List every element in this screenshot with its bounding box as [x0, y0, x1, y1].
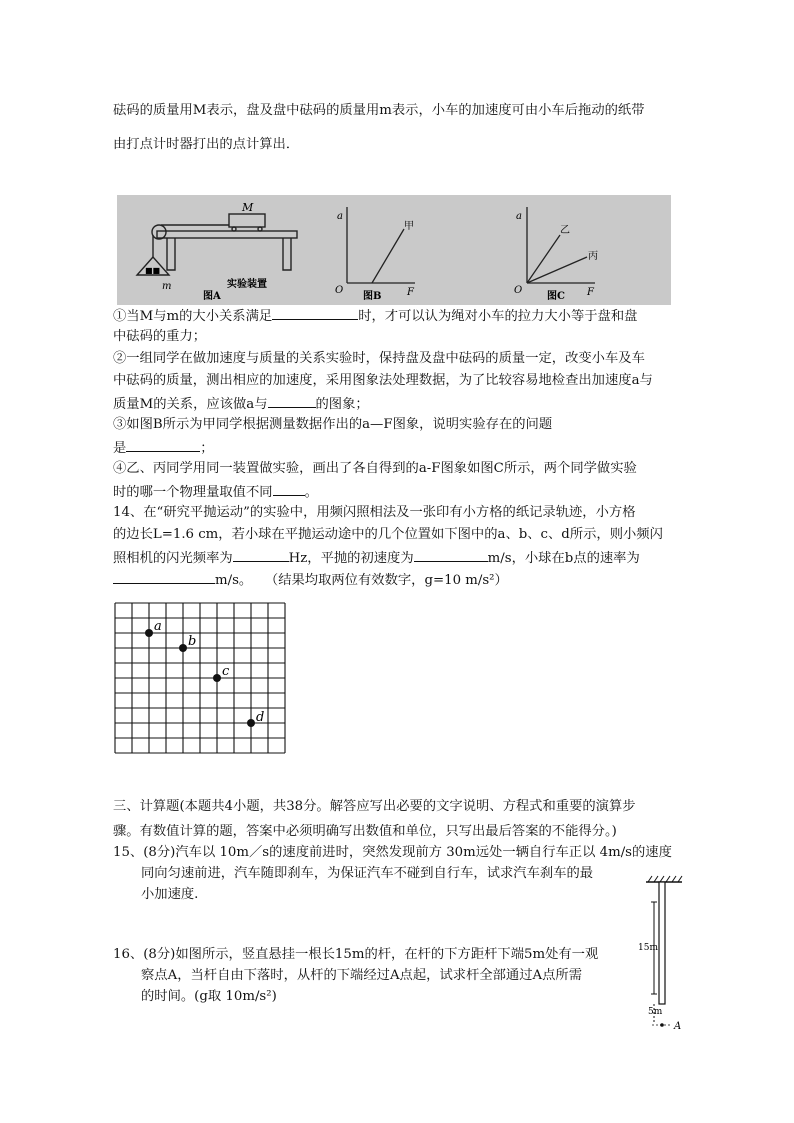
q14-text: Hz，平抛的初速度为	[288, 551, 414, 566]
answer-blank[interactable]	[272, 305, 358, 320]
q14-line-4	[113, 569, 508, 591]
q15-line-2: 同向匀速前进，汽车随即刹车，为保证汽车不碰到自行车，试求汽车刹车的最	[141, 866, 594, 881]
q16-line-2: 察点A，当杆自由下落时，从杆的下端经过A点起，试求杆全部通过A点所需	[141, 968, 583, 983]
q13-item-3: ③如图B所示为甲同学根据测量数据作出的a—F图象，说明实验存在的问题	[113, 417, 553, 432]
q13-text: 时的哪一个物理量取值不同	[113, 485, 273, 500]
intro-line-2: 由打点计时器打出的点计算出．	[113, 137, 300, 152]
label-5m: 5m	[648, 1007, 663, 1017]
apparatus-caption: 实验装置	[227, 279, 267, 290]
q14-line-2: 的边长L=1.6 cm，若小球在平抛运动途中的几个位置如下图中的a、b、c、d所示，则小频闪	[113, 527, 663, 542]
graph-b-label-jia: 甲	[404, 221, 414, 232]
graph-c-axis-a: a	[516, 211, 522, 222]
answer-blank-velocity[interactable]	[414, 547, 488, 562]
answer-blank[interactable]	[273, 481, 305, 496]
q13-item-1	[113, 305, 637, 327]
q15-line-1: 15、(8分)汽车以 10m／s的速度前进时，突然发现前方 30m远处一辆自行车正以 4m/s的速度	[113, 845, 672, 860]
q14-note: （结果均取两位有效数字，g=10 m/s²）	[264, 573, 508, 588]
fig-b-caption: 图B	[363, 291, 382, 302]
graph-c-label-yi: 乙	[560, 225, 570, 236]
fig-a-caption: 图A	[203, 291, 221, 302]
q13-item-3-cont	[113, 437, 214, 459]
answer-blank-speed-b[interactable]	[113, 569, 215, 584]
graph-c-origin: O	[514, 285, 523, 296]
q13-text: ①当M与m的大小关系满足	[113, 309, 273, 324]
q14-text: m/s。	[215, 573, 253, 588]
intro-line-1: 砝码的质量用M表示，盘及盘中砝码的质量用m表示，小车的加速度可由小车后拖动的纸带	[113, 103, 645, 118]
label-m: m	[162, 281, 172, 292]
graph-b-axis-a: a	[337, 211, 343, 222]
q13-text: 是	[113, 441, 127, 456]
q13-item-1-cont: 中砝码的重力；	[113, 329, 207, 344]
label-b: b	[188, 634, 197, 649]
q13-text: 质量M的关系，应该做a与	[113, 397, 268, 412]
point-b	[179, 644, 187, 652]
trajectory-grid	[112, 600, 292, 760]
grid-lines	[115, 603, 285, 753]
q13-text: 时，才可以认为绳对小车的拉力大小等于盘和盘	[358, 309, 638, 324]
q13-item-4: ④乙、丙同学用同一装置做实验，画出了各自得到的a-F图象如图C所示，两个同学做实验	[113, 461, 637, 476]
label-15m: 15m	[638, 943, 658, 953]
q14-text: m/s，小球在b点的速率为	[487, 551, 640, 566]
q14-line-3	[113, 547, 640, 569]
fig-c-caption: 图C	[547, 291, 565, 302]
graph-b-origin: O	[335, 285, 344, 296]
point-c	[213, 674, 221, 682]
section3-heading: 三、计算题(本题共4小题，共38分。解答应写出必要的文字说明、方程式和重要的演算步	[113, 799, 636, 814]
q16-line-3: 的时间。(g取 10m/s²)	[141, 989, 277, 1004]
rod	[659, 882, 665, 1004]
answer-blank[interactable]	[126, 437, 200, 452]
q13-item-2: ②一组同学在做加速度与质量的关系实验时，保持盘及盘中砝码的质量一定，改变小车及车	[113, 351, 645, 366]
q14-text: 照相机的闪光频率为	[113, 551, 233, 566]
label-d: d	[256, 710, 265, 725]
section3-heading-cont: 骤。有数值计算的题，答案中必须明确写出数值和单位，只写出最后答案的不能得分。)	[113, 824, 617, 839]
q13-text: ；	[200, 441, 214, 456]
rod-figure	[632, 872, 692, 1034]
ceiling-hatch	[648, 876, 682, 882]
answer-blank-frequency[interactable]	[233, 547, 289, 562]
q13-item-2-cont2	[113, 393, 369, 415]
point-d	[247, 719, 255, 727]
q15-line-3: 小加速度.	[141, 887, 199, 902]
q13-text: 。	[304, 485, 318, 500]
q13-text: 的图象；	[315, 397, 369, 412]
q16-line-1: 16、(8分)如图所示，竖直悬挂一根长15m的杆，在杆的下方距杆下端5m处有一观	[113, 947, 599, 962]
point-a	[145, 629, 153, 637]
graph-c-axis-F: F	[587, 287, 594, 298]
q13-item-2-cont: 中砝码的质量，测出相应的加速度，采用图象法处理数据，为了比较容易地检查出加速度a与	[113, 373, 653, 388]
label-M: M	[242, 201, 254, 214]
answer-blank[interactable]	[268, 393, 316, 408]
label-c: c	[222, 664, 230, 679]
weights-text: ■■	[145, 266, 161, 275]
graph-b-axis-F: F	[407, 287, 414, 298]
q13-item-4-cont	[113, 481, 318, 503]
experiment-figure	[117, 195, 671, 305]
q14-line-1: 14、在“研究平抛运动”的实验中，用频闪照相法及一张印有小方格的纸记录轨迹，小方格	[113, 505, 636, 520]
graph-c-label-bing: 丙	[588, 251, 598, 262]
label-a: a	[154, 619, 162, 634]
label-A: A	[674, 1021, 682, 1032]
